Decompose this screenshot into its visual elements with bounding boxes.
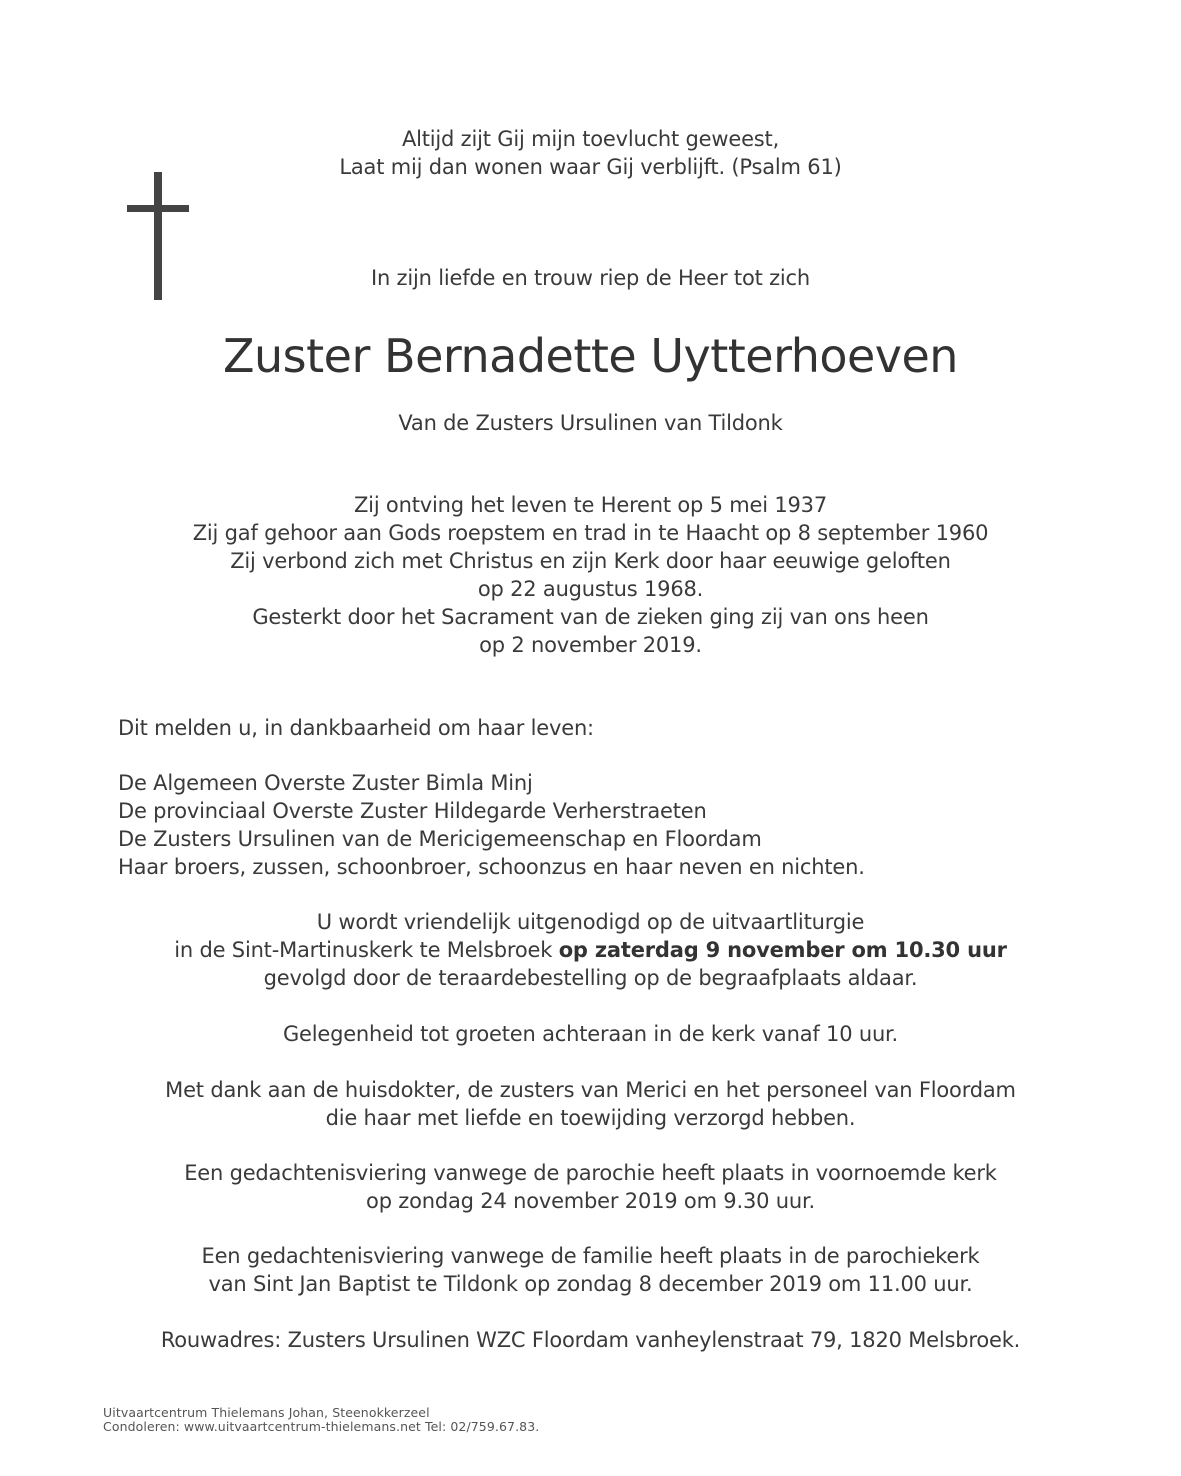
bio-line: Zij ontving het leven te Herent op 5 mei 1937	[354, 493, 827, 517]
mourner-line: De Zusters Ursulinen van de Mericigemeenschap en Floordam	[118, 827, 762, 851]
intro-text: In zijn liefde en trouw riep de Heer tot zich	[370, 266, 811, 290]
bio-line: Gesterkt door het Sacrament van de zieken ging zij van ons heen	[252, 605, 929, 629]
family-memorial-line-1: Een gedachtenisviering vanwege de familie heeft plaats in de parochiekerk	[201, 1244, 980, 1268]
bio-line: op 22 augustus 1968.	[477, 577, 704, 601]
thanks-line-1: Met dank aan de huisdokter, de zusters van Merici en het personeel van Floordam	[165, 1078, 1016, 1102]
bio-line: Zij gaf gehoor aan Gods roepstem en trad in te Haacht op 8 september 1960	[192, 521, 989, 545]
mourner-line: De provinciaal Overste Zuster Hildegarde Verherstraeten	[118, 799, 707, 823]
mourner-line: Haar broers, zussen, schoonbroer, schoonzus en haar neven en nichten.	[118, 855, 865, 879]
footer-line-1: Uitvaartcentrum Thielemans Johan, Steenokkerzeel	[103, 1405, 430, 1420]
bio-line: Zij verbond zich met Christus en zijn Kerk door haar eeuwige geloften	[230, 549, 951, 573]
parish-memorial-line-1: Een gedachtenisviering vanwege de parochie heeft plaats in voornoemde kerk	[184, 1161, 997, 1185]
psalm-line-1: Altijd zijt Gij mijn toevlucht geweest,	[401, 127, 780, 151]
family-memorial-line-2: van Sint Jan Baptist te Tildonk op zondag 8 december 2019 om 11.00 uur.	[208, 1272, 973, 1296]
announcement-text: Dit melden u, in dankbaarheid om haar leven:	[118, 716, 594, 740]
deceased-name: Zuster Bernadette Uytterhoeven	[223, 329, 958, 383]
footer-line-2: Condoleren: www.uitvaartcentrum-thielemans.net Tel: 02/759.67.83.	[103, 1419, 540, 1434]
funeral-line-2	[0, 936, 1181, 964]
funeral-line-3: gevolgd door de teraardebestelling op de begraafplaats aldaar.	[263, 966, 918, 990]
funeral-datetime: op zaterdag 9 november om 10.30 uur	[558, 938, 1007, 962]
congregation-text: Van de Zusters Ursulinen van Tildonk	[398, 411, 783, 435]
greeting-text: Gelegenheid tot groeten achteraan in de kerk vanaf 10 uur.	[282, 1022, 899, 1046]
mourner-line: De Algemeen Overste Zuster Bimla Minj	[118, 771, 533, 795]
funeral-line-1: U wordt vriendelijk uitgenodigd op de uitvaartliturgie	[316, 910, 865, 934]
funeral-location: in de Sint-Martinuskerk te Melsbroek	[174, 938, 559, 962]
mourning-address: Rouwadres: Zusters Ursulinen WZC Floordam vanheylenstraat 79, 1820 Melsbroek.	[160, 1328, 1021, 1352]
thanks-line-2: die haar met liefde en toewijding verzorgd hebben.	[325, 1106, 856, 1130]
parish-memorial-line-2: op zondag 24 november 2019 om 9.30 uur.	[366, 1189, 815, 1213]
psalm-line-2: Laat mij dan wonen waar Gij verblijft. (Psalm 61)	[339, 155, 842, 179]
bio-line: op 2 november 2019.	[479, 633, 702, 657]
